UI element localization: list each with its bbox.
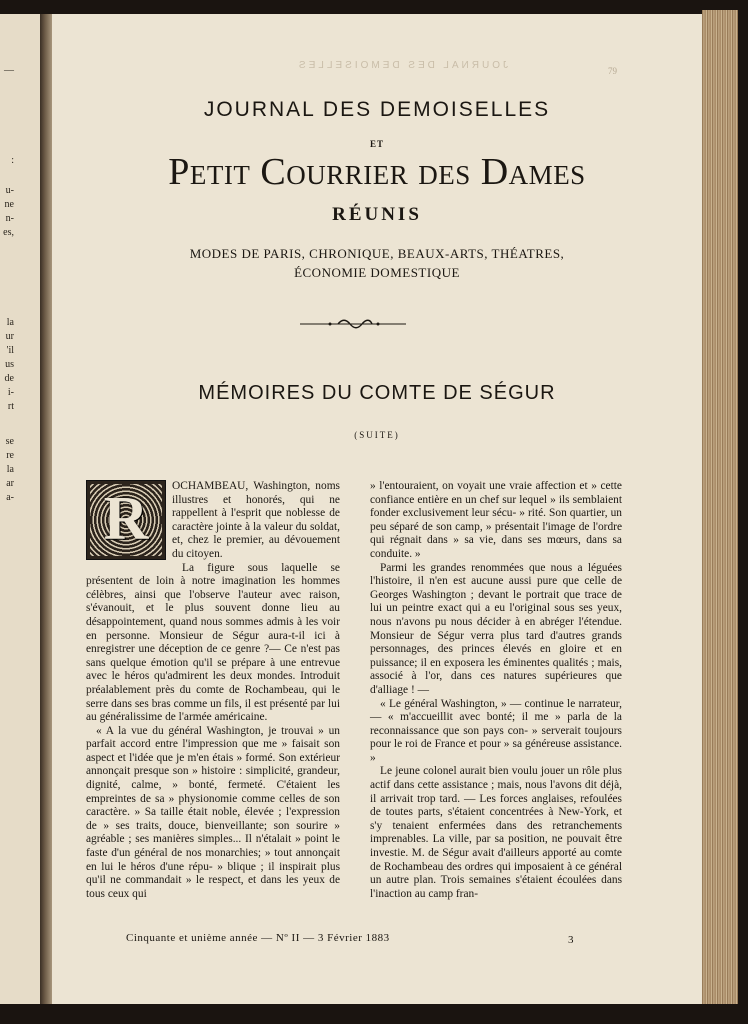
page-number: 3: [568, 934, 574, 946]
previous-page-fragment: u-: [5, 185, 14, 196]
previous-page-fragment: ne: [4, 199, 14, 210]
ornamental-divider: [300, 319, 406, 329]
previous-page-fragment: ur: [5, 331, 14, 342]
article-title: MÉMOIRES DU COMTE DE SÉGUR: [198, 382, 556, 404]
journal-page: [52, 14, 702, 1004]
article-left-column: [86, 480, 340, 901]
previous-page-fragment: la: [6, 317, 14, 328]
previous-page-fragment: i-: [7, 387, 14, 398]
previous-page-edge: [0, 14, 40, 1004]
bleed-through-page-number: 79: [608, 66, 617, 76]
masthead-journal-title: JOURNAL DES DEMOISELLES: [203, 98, 551, 121]
bleed-through-text: JOURNAL DES DEMOISELLES: [296, 60, 509, 71]
previous-page-fragment: re: [6, 450, 14, 461]
issue-footer: Cinquante et unième année — Nº II — 3 Février 1883: [126, 932, 390, 944]
paragraph: » l'entouraient, on voyait une vraie affection et » cette confiance entière en un chef sur lequel » ils semblaient fonder exclusivement leur sécu- » rité. Son quartier, un peu séparé de son camp, » présentait l'image de l'ordre qui régnait dans » sa vie, dans ses mœurs, dans sa conduite. »: [370, 480, 622, 560]
masthead-reunis: RÉUNIS: [332, 204, 422, 225]
previous-page-fragment: us: [5, 359, 14, 370]
paragraph: Le jeune colonel aurait bien voulu jouer un rôle plus actif dans cette assistance ; mais, nous l'avons dit déjà, il arrivait trop tard. — Les forces anglaises, refoulées de toutes parts, s'étaient concentrées à New-York, et s'y tenaient enfermées dans des retranchements imprenables. La ville, par sa position, ne pouvait être investie. M. de Ségur avait d'ailleurs apporté au comte de Rochambeau des ordres qui imposaient à ce général un autre plan. Trois semaines s'étaient écoulées dans l'inaction au camp fran-: [370, 765, 622, 900]
paragraph: « A la vue du général Washington, je trouvai » un parfait accord entre l'impression que me » faisait son aspect et l'idée que je m'en étais » formé. Son extérieur annonçait presque son » histoire : simplicité, grandeur, dignité, calme, » bonté, fermeté. C'étaient les empreintes de sa » physionomie comme celles de son caractère. » Sa taille était noble, élevée ; l'expression de » ses traits, douce, bienveillante; son sourire » agréable ; ses manières simples... Il n'étalait » point le faste d'un général de nos monarchies; » tout annonçait en lui le héros d'une répu- » blique ; il inspirait plus qu'il ne commandait » le respect, et dans les yeux de tous ceux qui: [86, 724, 340, 900]
masthead-petit-courrier: Petit Courrier des Dames: [168, 151, 586, 193]
paragraph: OCHAMBEAU, Washington, noms illustres et honorés, qui ne rappellent à l'esprit que noblesse de caractère jointe à la valeur du soldat, et, chez le premier, au dévouement du citoyen.: [172, 480, 340, 560]
article-right-column: [370, 480, 622, 901]
previous-page-fragment: rt: [7, 401, 14, 412]
paragraph: « Le général Washington, » — continue le narrateur, — « m'accueillit avec bonté; il me » parla de la reconnaissance que son pays con- » serverait toujours pour le roi de France et pour » sa généreuse assistance. »: [370, 697, 622, 764]
previous-page-fragment: es,: [3, 227, 14, 238]
previous-page-fragment: de: [4, 373, 14, 384]
article-continued-label: (SUITE): [354, 430, 400, 440]
page-stack-edge: [702, 10, 738, 1004]
paragraph: La figure sous laquelle se présentent de loin à notre imagination les hommes célèbres, ainsi que l'observe l'auteur avec raison, s'évanouit, et le plus souvent donne lieu au désappointement, quand nous sommes admis à les voir en personne. Monsieur de Ségur aura-t-il ici à enregistrer une déception de ce genre ?— Ce n'est pas sans quelque émotion qu'il se prépare à une entrevue avec le héros qu'admirent les deux mondes. Introduit préalablement près du comte de Rochambeau, qui le serre dans ses bras comme un fils, il est présenté par lui au généralissime de l'armée américaine.: [86, 561, 340, 724]
previous-page-fragment: —: [4, 65, 14, 76]
previous-page-fragment: ar: [6, 478, 14, 489]
book-gutter: [40, 14, 52, 1004]
masthead-conjunction: ET: [369, 139, 384, 149]
previous-page-fragment: a-: [6, 492, 14, 503]
previous-page-fragment: la: [6, 464, 14, 475]
masthead-subtitle-line-1: MODES DE PARIS, CHRONIQUE, BEAUX-ARTS, THÉATRES,: [189, 246, 565, 261]
previous-page-fragment: se: [5, 436, 14, 447]
previous-page-fragment: n-: [5, 213, 14, 224]
previous-page-fragment: :: [11, 155, 14, 166]
drop-cap-letter: R: [103, 485, 149, 554]
drop-cap: [86, 480, 166, 560]
masthead-subtitle-line-2: ÉCONOMIE DOMESTIQUE: [294, 265, 460, 280]
previous-page-fragment: 'il: [6, 345, 14, 356]
paragraph: Parmi les grandes renommées que nous a léguées l'histoire, il n'en est aucune aussi pure que celle de Georges Washington ; devant le portrait que trace de lui un peintre exact qui a eu l'original sous ses yeux, nous n'avons pu nous décider à en abréger l'étendue. Monsieur de Ségur verra plus tard d'autres grands personnages, des princes élevés en gloire et en puissance; il en exposera les éminentes qualités ; mais, associé à l'or, dans ces natures supérieures que d'alliage ! —: [370, 561, 622, 696]
